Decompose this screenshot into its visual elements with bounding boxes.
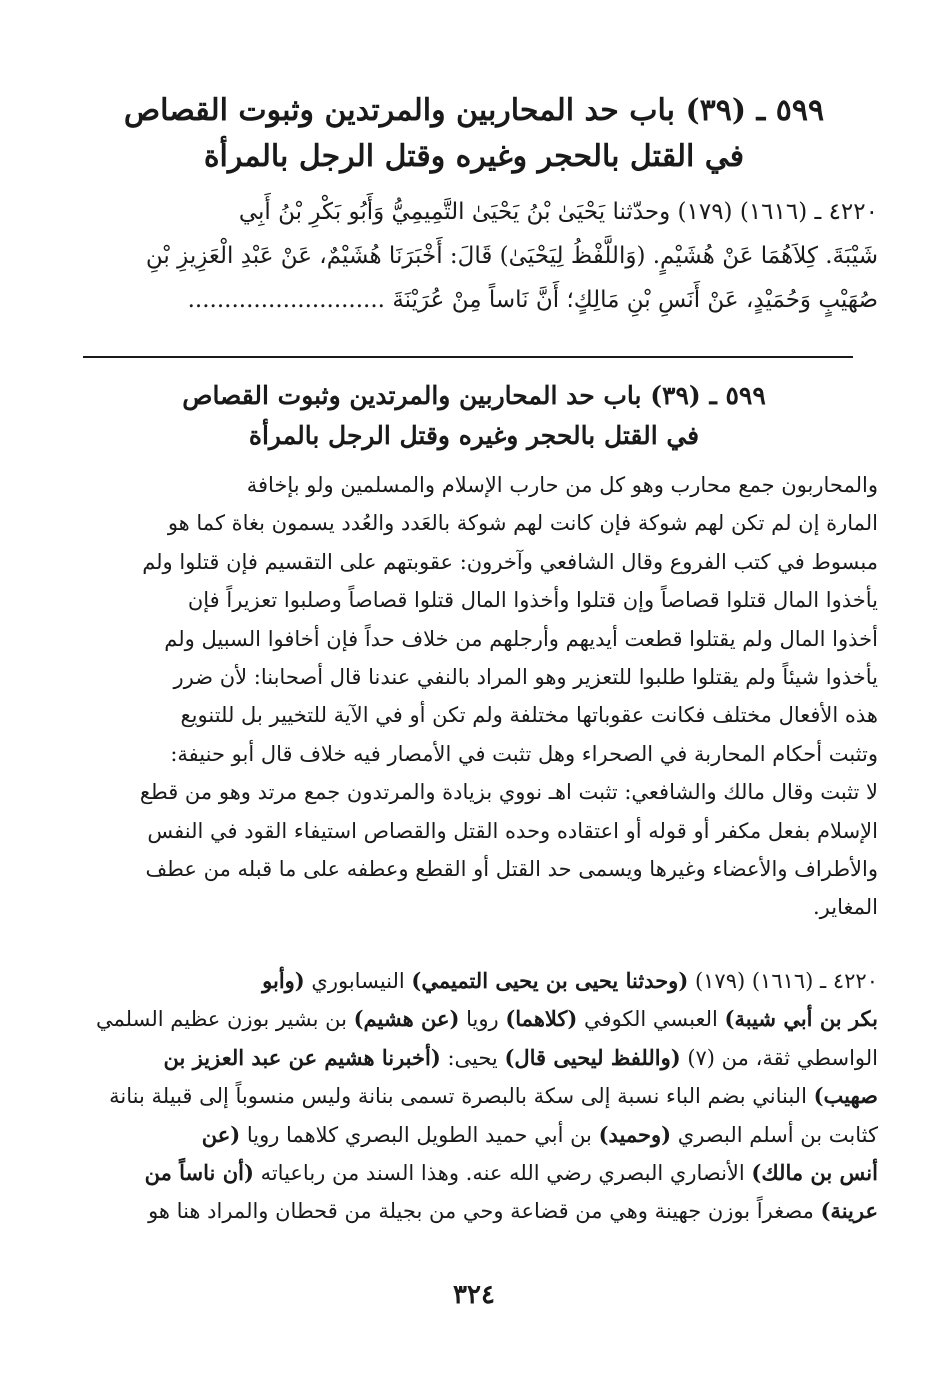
explanation-line: [78, 1116, 878, 1154]
commentary-line: لا تثبت وقال مالك والشافعي: تثبت اهـ نووي بزيادة والمرتدون جمع مرتد وهو من قطع: [139, 780, 878, 805]
plain-text: بن بشير بوزن عظيم السلمي: [96, 1007, 354, 1032]
hadith-number: ٤٢٢٠ ـ (١٦١٦) (١٧٩): [688, 969, 878, 993]
quoted-text: (واللفظ ليحيى قال): [504, 1044, 681, 1070]
commentary-line: يأخذوا المال قتلوا قصاصاً وإن قتلوا وأخذوا المال قتلوا قصاصاً وصلبوا تعزيراً فإن: [187, 588, 878, 613]
commentary-heading: [60, 376, 888, 456]
quoted-text: بكر بن أبي شيبة): [724, 1006, 878, 1032]
plain-text: بن أبي حميد الطويل البصري كلاهما رويا: [240, 1122, 599, 1147]
quoted-text: (وأبو: [262, 968, 305, 993]
plain-text: العبسي الكوفي: [577, 1007, 725, 1032]
explanation-line: [78, 1039, 878, 1077]
section-divider: [83, 356, 853, 358]
commentary-line: وتثبت أحكام المحاربة في الصحراء وهل تثبت في الأمصار فيه خلاف قال أبو حنيفة:: [170, 741, 878, 766]
commentary-paragraph: [78, 466, 878, 927]
commentary-line: المغاير.: [812, 895, 878, 920]
quoted-text: أنس بن مالك): [751, 1160, 878, 1186]
explanation-line: [78, 1154, 878, 1192]
hadith-line: [78, 278, 878, 322]
quoted-text: عرينة): [820, 1198, 878, 1224]
plain-text: يحيى:: [440, 1045, 505, 1070]
explanation-line: [78, 962, 878, 1000]
commentary-line: والأطراف والأعضاء وغيرها ويسمى حد القتل أو القطع وعطفه على ما قبله من عطف: [145, 857, 878, 882]
commentary-line: أخذوا المال ولم يقتلوا قطعت أيديهم وأرجلهم من خلاف حداً فإن أخافوا السبيل ولم: [164, 626, 878, 651]
commentary-line: الإسلام بفعل مكفر أو قوله أو اعتقاده وحده القتل والقصاص استيفاء القود في النفس: [147, 818, 878, 843]
quoted-text: (عن: [201, 1121, 241, 1147]
hadith-text: [78, 190, 878, 322]
explanation-line: [78, 1077, 878, 1115]
quoted-text: (وحميد): [598, 1121, 672, 1147]
page-number: ٣٢٤: [453, 1280, 495, 1310]
explanation-line: [78, 1192, 878, 1230]
chapter-heading: [60, 88, 888, 180]
plain-text: النيسابوري: [304, 969, 412, 993]
hadith-last-line-text: صُهَيْبٍ وَحُمَيْدٍ، عَنْ أَنَسِ بْنِ مَالِكٍ؛ أَنَّ نَاساً مِنْ عُرَيْنَةَ: [392, 287, 878, 313]
plain-text: البناني بضم الباء نسبة إلى سكة بالبصرة تسمى بنانة وليس منسوباً إلى قبيلة بنانة: [109, 1084, 814, 1109]
commentary-line: والمحاربون جمع محارب وهو كل من حارب الإسلام والمسلمين ولو بإخافة: [246, 473, 878, 497]
quoted-text: (وحدثنا يحيى بن يحيى التميمي): [411, 968, 689, 993]
hadith-line: شَيْبَةَ. كِلاَهُمَا عَنْ هُشَيْمٍ. (وَاللَّفْظُ لِيَحْيَىٰ) قَالَ: أَخْبَرَنَا هُشَيْمٌ، عَنْ عَبْدِ الْعَزِيزِ بْنِ: [145, 243, 878, 269]
quoted-text: صهيب): [813, 1083, 878, 1109]
quoted-text: (أخبرنا هشيم عن عبد العزيز بن: [163, 1044, 441, 1070]
commentary-heading-line-2: في القتل بالحجر وغيره وقتل الرجل بالمرأة: [248, 421, 700, 450]
quoted-text: (أن ناساً من: [144, 1160, 254, 1186]
explanation-line: [78, 1000, 878, 1038]
explanation-paragraph: [78, 962, 878, 1231]
plain-text: كثابت بن أسلم البصري: [671, 1122, 878, 1147]
chapter-heading-line-1: ٥٩٩ ـ (٣٩) باب حد المحاربين والمرتدين وثبوت القصاص: [123, 93, 825, 128]
chapter-heading-line-2: في القتل بالحجر وغيره وقتل الرجل بالمرأة: [203, 139, 745, 174]
plain-text: الأنصاري البصري رضي الله عنه. وهذا السند من رباعياته: [253, 1161, 752, 1186]
commentary-line: مبسوط في كتب الفروع وقال الشافعي وآخرون: عقوبتهم على التقسيم فإن قتلوا ولم: [142, 549, 878, 574]
quoted-text: (عن هشيم): [353, 1006, 460, 1032]
commentary-line: يأخذوا شيئاً ولم يقتلوا طلبوا للتعزير وهو المراد بالنفي عندنا قال أصحابنا: لأن ضرر: [173, 665, 878, 690]
quoted-text: (كلاهما): [505, 1006, 578, 1032]
commentary-line: هذه الأفعال مختلف فكانت عقوباتها مختلفة ولم تكن أو في الآية للتخيير بل للتنويع: [180, 703, 878, 728]
commentary-line: المارة إن لم تكن لهم شوكة فإن كانت لهم شوكة بالعَدد والعُدد يسمون بغاة كما هو: [167, 511, 878, 536]
hadith-dots: ...........................: [187, 287, 385, 313]
hadith-line: ٤٢٢٠ ـ (١٦١٦) (١٧٩) وحدّثنا يَحْيَىٰ بْنُ يَحْيَىٰ التَّمِيمِيُّ وَأَبُو بَكْرِ بْنُ أَبِي: [238, 199, 878, 225]
commentary-heading-line-1: ٥٩٩ ـ (٣٩) باب حد المحاربين والمرتدين وثبوت القصاص: [182, 381, 766, 410]
plain-text: الواسطي ثقة، من (٧): [680, 1045, 878, 1070]
plain-text: رويا: [459, 1007, 506, 1032]
plain-text: مصغراً بوزن جهينة وهي من قضاعة وحي من بجيلة من قحطان والمراد هنا هو: [148, 1199, 821, 1224]
